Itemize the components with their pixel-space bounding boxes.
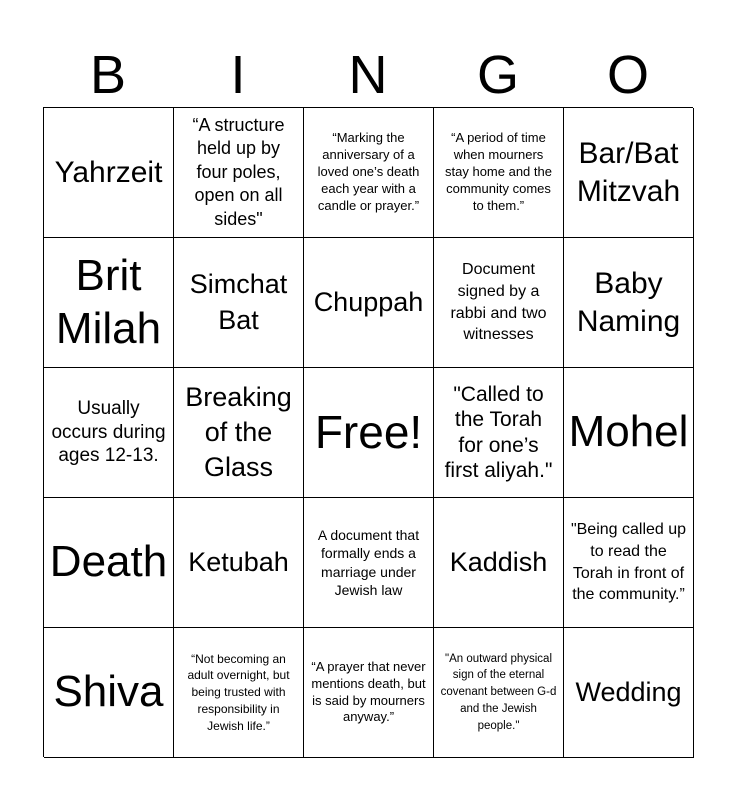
- cell-text: A document that formally ends a marriage under Jewish law: [317, 527, 420, 598]
- cell-text: Baby Naming: [576, 267, 681, 338]
- bingo-cell[interactable]: [174, 108, 304, 238]
- cell-text: Ketubah: [188, 546, 289, 577]
- cell-text: "An outward physical sign of the eternal covenant between G-d and the Jewish people.": [440, 652, 557, 732]
- header-letter-b: B: [89, 45, 127, 105]
- bingo-cell[interactable]: [304, 498, 434, 628]
- cell-text: “A prayer that never mentions death, but is said by mourners anyway.”: [311, 658, 426, 725]
- cell-text: Yahrzeit: [54, 155, 163, 189]
- bingo-cell[interactable]: [174, 238, 304, 368]
- bingo-cell[interactable]: [434, 108, 564, 238]
- bingo-cell[interactable]: [564, 108, 694, 238]
- cell-text: “A structure held up by four poles, open on all sides": [192, 115, 285, 229]
- bingo-cell[interactable]: [304, 108, 434, 238]
- header-letter-i: I: [230, 45, 246, 105]
- cell-text: Wedding: [575, 676, 682, 707]
- header-letter-g: G: [476, 45, 519, 105]
- bingo-header: [43, 44, 693, 106]
- cell-text: Chuppah: [313, 286, 424, 317]
- bingo-cell[interactable]: [434, 628, 564, 758]
- bingo-cell[interactable]: [564, 628, 694, 758]
- bingo-cell[interactable]: [434, 498, 564, 628]
- header-letter-n: N: [348, 45, 388, 105]
- bingo-cell[interactable]: [44, 238, 174, 368]
- cell-text: “Marking the anniversary of a loved one’s death each year with a candle or prayer.”: [317, 130, 420, 213]
- bingo-cell[interactable]: [304, 238, 434, 368]
- cell-text: Document signed by a rabbi and two witnesses: [450, 261, 547, 344]
- cell-text: Shiva: [53, 667, 164, 717]
- free-space-text: Free!: [314, 405, 423, 458]
- bingo-cell[interactable]: [564, 238, 694, 368]
- cell-text: "Called to the Torah for one’s first aliyah.": [444, 383, 553, 482]
- header-letter-o: O: [606, 45, 649, 105]
- free-space-cell[interactable]: [304, 368, 434, 498]
- cell-text: “Not becoming an adult overnight, but being trusted with responsibility in Jewish life.”: [187, 651, 290, 733]
- cell-text: Kaddish: [449, 546, 548, 577]
- bingo-board: [43, 107, 693, 757]
- bingo-cell[interactable]: [44, 628, 174, 758]
- cell-text: Simchat Bat: [189, 269, 288, 335]
- cell-text: Usually occurs during ages 12-13.: [51, 397, 166, 467]
- cell-text: Bar/Bat Mitzvah: [576, 137, 681, 208]
- bingo-cell[interactable]: [174, 498, 304, 628]
- bingo-cell[interactable]: [174, 368, 304, 498]
- bingo-cell[interactable]: [564, 498, 694, 628]
- cell-text: Death: [49, 537, 168, 587]
- cell-text: "Being called up to read the Torah in front of the community.”: [570, 521, 687, 604]
- bingo-cell[interactable]: [434, 368, 564, 498]
- cell-text: Breaking of the Glass: [185, 381, 292, 483]
- bingo-cell[interactable]: [434, 238, 564, 368]
- bingo-cell[interactable]: [44, 368, 174, 498]
- bingo-cell[interactable]: [174, 628, 304, 758]
- cell-text: “A period of time when mourners stay home and the community comes to them.”: [445, 130, 552, 213]
- cell-text: Mohel: [568, 407, 689, 457]
- bingo-cell[interactable]: [564, 368, 694, 498]
- bingo-cell[interactable]: [44, 498, 174, 628]
- bingo-cell[interactable]: [304, 628, 434, 758]
- bingo-cell[interactable]: [44, 108, 174, 238]
- cell-text: Brit Milah: [55, 250, 162, 353]
